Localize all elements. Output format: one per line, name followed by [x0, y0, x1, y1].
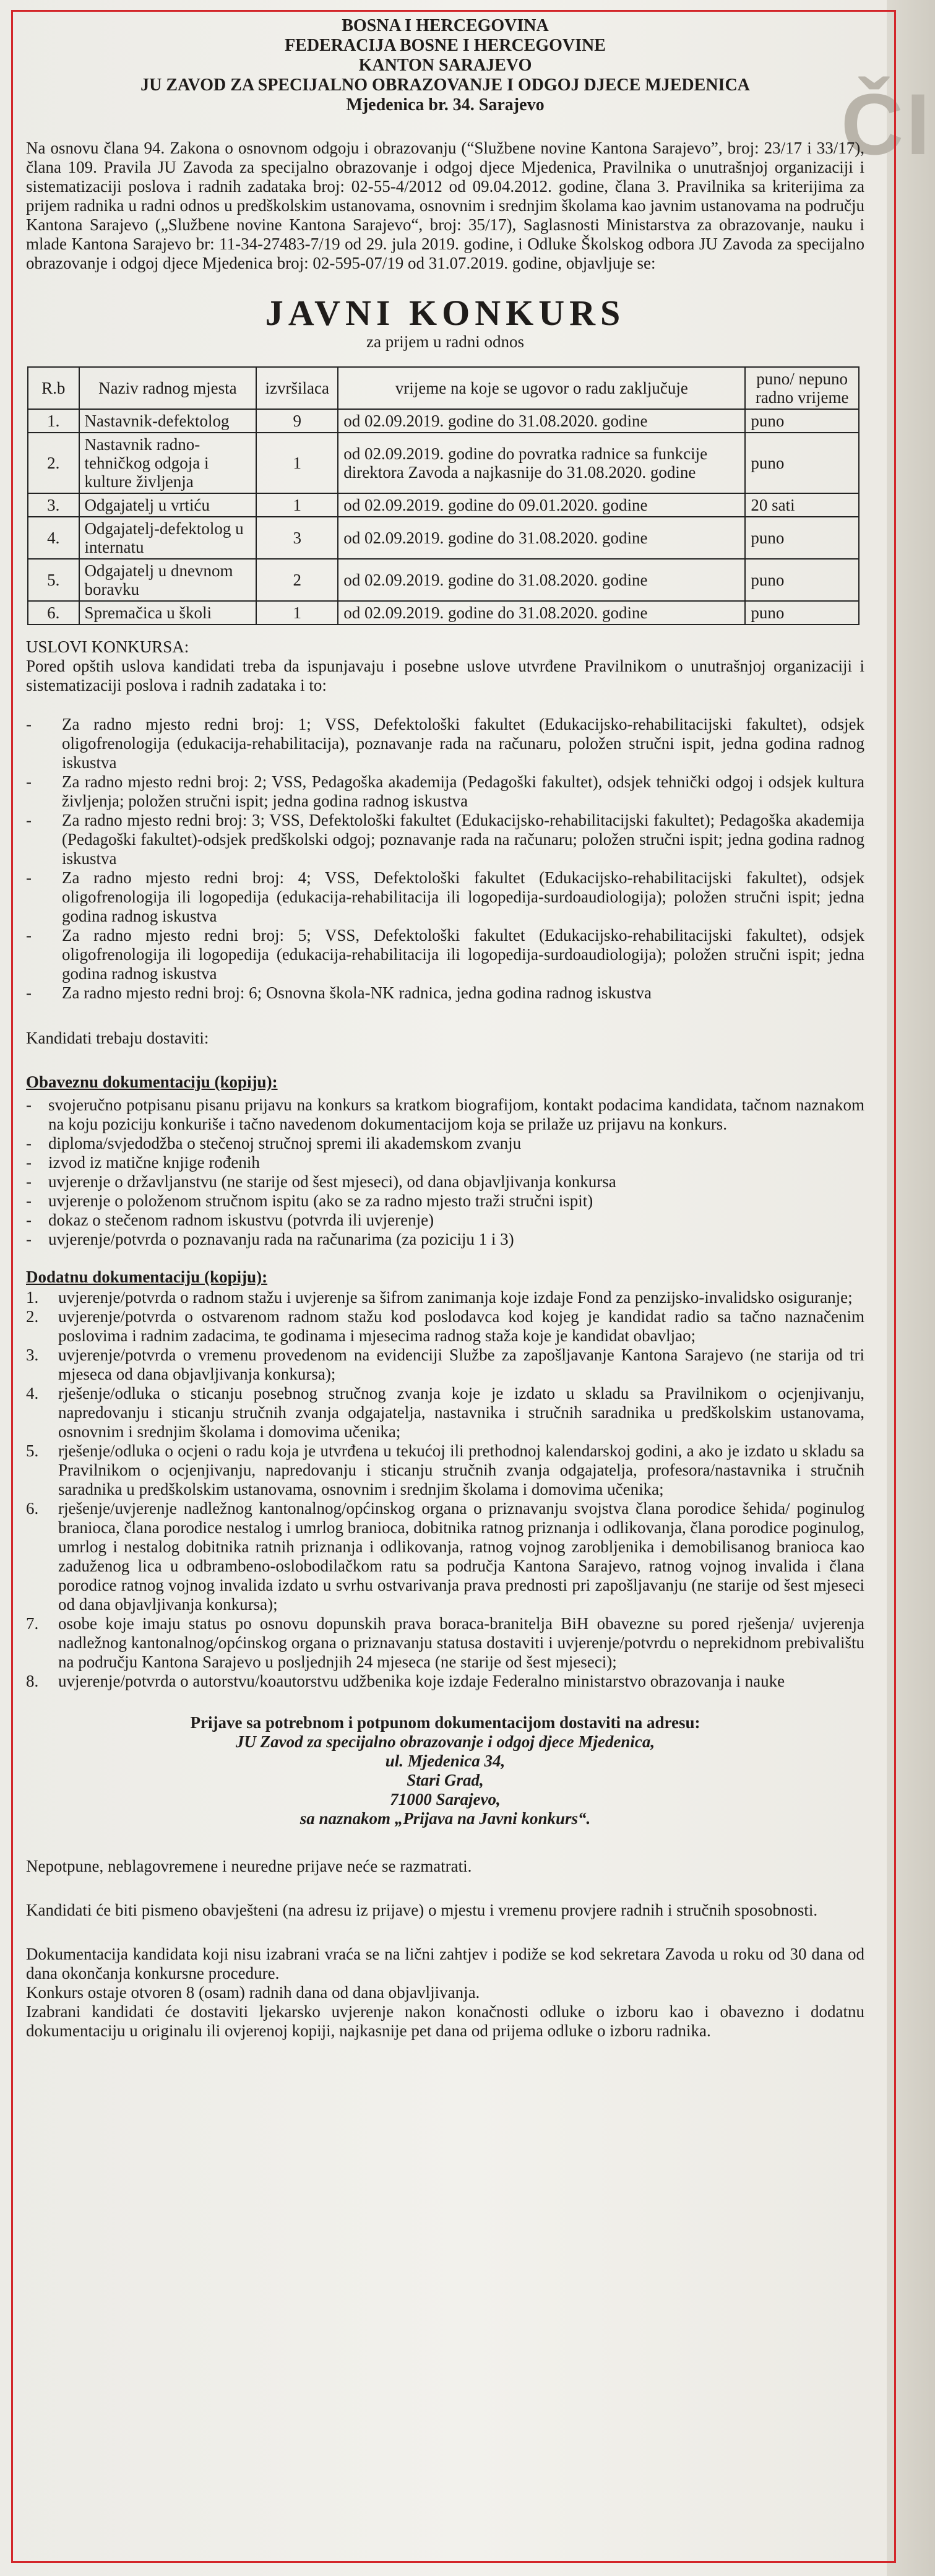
cell-izvrsilaca: 3: [256, 517, 338, 559]
list-item: [26, 926, 864, 983]
col-header-radno-vrijeme: puno/ nepuno radno vrijeme: [745, 367, 859, 409]
positions-table: [27, 366, 860, 625]
list-dash: -: [26, 1134, 32, 1152]
list-item-text: rješenje/odluka o sticanju posebnog stručnog zvanja koje je izdato u skladu sa Pravilnikom o ocjenjivanju, napredovanju i sticanju stručnih zvanja odgajatelja, nastavnika i stručnih saradnika u predškolskim ustanovama, osnovnim i srednjim školama i domovima učenika;: [58, 1384, 864, 1441]
list-item-text: uvjerenje/potvrda o poznavanju rada na računarima (za poziciju 1 i 3): [48, 1230, 514, 1248]
col-header-rb: R.b: [28, 367, 79, 409]
list-item-text: dokaz o stečenom radnom iskustvu (potvrda ili uvjerenje): [48, 1211, 434, 1229]
document-title: JAVNI KONKURS: [265, 293, 626, 333]
col-header-izvrsilaca: izvršilaca: [256, 367, 338, 409]
list-dash: -: [26, 1172, 32, 1191]
table-row: [28, 559, 859, 601]
list-dash: -: [26, 868, 32, 887]
list-item-text: uvjerenje o položenom stručnom ispitu (ako se za radno mjesto traži stručni ispit): [48, 1191, 593, 1210]
list-item: [26, 1191, 864, 1211]
list-dash: -: [26, 1230, 32, 1248]
header-line: KANTON SARAJEVO: [358, 56, 532, 75]
list-item: [26, 1672, 864, 1691]
obavezna-list: [26, 1096, 864, 1249]
cell-rb: 3.: [28, 493, 79, 517]
list-item: [26, 1153, 864, 1172]
footer-note: Kandidati će biti pismeno obavješteni (na adresu iz prijave) o mjestu i vremenu provjere radnih i stručnih sposobnosti.: [26, 1901, 818, 1919]
table-row: [28, 601, 859, 625]
cell-radno-vrijeme: puno: [745, 517, 859, 559]
cell-naziv: Odgajatelj-defektolog u internatu: [79, 517, 257, 559]
list-item-text: Za radno mjesto redni broj: 6; Osnovna škola-NK radnica, jedna godina radnog iskustva: [62, 983, 652, 1002]
item-number: 2.: [26, 1307, 39, 1326]
list-item-text: uvjerenje o državljanstvu (ne starije od šest mjeseci), od dana objavljivanja konkursa: [48, 1172, 616, 1191]
cell-vrijeme: od 02.09.2019. godine do 31.08.2020. godine: [338, 601, 745, 625]
cell-izvrsilaca: 1: [256, 433, 338, 493]
cell-vrijeme: od 02.09.2019. godine do 31.08.2020. godine: [338, 409, 745, 433]
cell-radno-vrijeme: puno: [745, 409, 859, 433]
announcement: [26, 16, 864, 2041]
list-item-text: Za radno mjesto redni broj: 2; VSS, Pedagoška akademija (Pedagoški fakultet), odsjek tehnički odgoj i odsjek kultura življenja; položen stručni ispit; jedna godina radnog iskustva: [62, 772, 864, 810]
cell-vrijeme: od 02.09.2019. godine do 31.08.2020. godine: [338, 559, 745, 601]
list-item-text: uvjerenje/potvrda o autorstvu/koautorstvu udžbenika koje izdaje Federalno ministarstvo obrazovanja i nauke: [58, 1672, 785, 1690]
list-item-text: rješenje/uvjerenje nadležnog kantonalnog/općinskog organa o priznavanju svojstva člana porodice šehida/ poginulog branioca, člana porodice nestalog i umrlog branioca, dobitnika ratnog priznanja i odlikovanja, člana porodice poginulog, umrlog i nestalog dobitnika ratnih priznanja i odlikovanja, ratnog vojnog zarobljenika i demobilisanog branioca kao zaduženog lica u odbrambeno-oslobodilačkom ratu sa područja Kantona Sarajevo, ratnog vojnog invalida i člana porodice ratnog vojnog invalida izdato u svrhu ostvarivanja prava prednosti pri zapošljavanju (ne starije od šest mjeseci od dana objavljivanja konkursa);: [58, 1499, 864, 1614]
list-item: [26, 1134, 864, 1153]
item-number: 5.: [26, 1441, 39, 1460]
list-dash: -: [26, 1211, 32, 1229]
col-header-naziv: Naziv radnog mjesta: [79, 367, 257, 409]
table-row: [28, 517, 859, 559]
list-item: [26, 1172, 864, 1191]
address-line: sa naznakom „Prijava na Javni konkurs“.: [299, 1809, 591, 1828]
address-line: JU Zavod za specijalno obrazovanje i odgoj djece Mjedenica,: [235, 1732, 655, 1751]
cell-rb: 2.: [28, 433, 79, 493]
legal-basis-paragraph: Na osnovu člana 94. Zakona o osnovnom odgoju i obrazovanju (“Službene novine Kantona Sarajevo”, broj: 23/17 i 33/17), člana 109. Pravila JU Zavoda za specijalno obrazovanje i odgoj djece Mjedenica, Pravilnika o unutrašnjoj organizaciji i sistematizaciji poslova i radnih zadataka broj: 02-55-4/2012 od 09.04.2012. godine, člana 3. Pravilnika sa kriterijima za prijem radnika u radni odnos u predškolskim ustanovama, osnovnim i srednjim školama kao javnim ustanovama na području Kantona Sarajevo („Službene novine Kantona Sarajevo“, broj: 35/17), Saglasnosti Ministarstva za obrazovanje, nauku i mlade Kantona Sarajevo br: 11-34-27483-7/19 od 29. jula 2019. godine, i Odluke Školskog odbora JU Zavoda za specijalno obrazovanje i odgoj djece Mjedenica broj: 02-595-07/19 od 31.07.2019. godine, objavljuje se:: [26, 139, 864, 272]
list-item-text: uvjerenje/potvrda o ostvarenom radnom stažu kod poslodavca kod kojeg je kandidat radio sa tačno naznačenim poslovima i radnim zadacima, te godinama i mjesecima radnog staža koje je kandidat obavljao;: [58, 1307, 864, 1345]
list-item-text: izvod iz matične knjige rođenih: [48, 1153, 260, 1172]
cell-rb: 6.: [28, 601, 79, 625]
list-dash: -: [26, 715, 32, 733]
list-item: [26, 1384, 864, 1441]
address-line: Stari Grad,: [407, 1771, 484, 1789]
footer-note: Konkurs ostaje otvoren 8 (osam) radnih dana od dana objavljivanja.: [26, 1983, 480, 2002]
header-line: JU ZAVOD ZA SPECIJALNO OBRAZOVANJE I ODGOJ DJECE MJEDENICA: [140, 76, 750, 95]
footer-note: Izabrani kandidati će dostaviti ljekarsko uvjerenje nakon konačnosti odluke o izboru kao i obavezno i dodatnu dokumentaciju u originalu ili ovjerenoj kopiji, najkasnije pet dana od prijema odluke o izboru radnika.: [26, 2002, 864, 2040]
cell-izvrsilaca: 1: [256, 493, 338, 517]
cell-radno-vrijeme: puno: [745, 601, 859, 625]
list-item: [26, 1211, 864, 1230]
address-line: ul. Mjedenica 34,: [385, 1752, 506, 1770]
item-number: 4.: [26, 1384, 39, 1403]
list-item-text: uvjerenje/potvrda o radnom stažu i uvjerenje sa šifrom zanimanja koje izdaje Fond za penzijsko-invalidsko osiguranje;: [58, 1288, 853, 1307]
item-number: 8.: [26, 1672, 39, 1690]
list-dash: -: [26, 1191, 32, 1210]
cell-vrijeme: od 02.09.2019. godine do 09.01.2020. godine: [338, 493, 745, 517]
list-item: [26, 1614, 864, 1672]
table-row: [28, 433, 859, 493]
institution-header: [26, 16, 864, 115]
cell-naziv: Odgajatelj u dnevnom boravku: [79, 559, 257, 601]
list-item-text: diploma/svjedodžba o stečenoj stručnoj spremi ili akademskom zvanju: [48, 1134, 522, 1152]
header-line: FEDERACIJA BOSNE I HERCEGOVINE: [285, 36, 606, 55]
cell-izvrsilaca: 2: [256, 559, 338, 601]
table-row: [28, 493, 859, 517]
header-line: Mjedenica br. 34. Sarajevo: [346, 95, 545, 115]
cell-izvrsilaca: 9: [256, 409, 338, 433]
list-dash: -: [26, 983, 32, 1002]
list-item: [26, 811, 864, 868]
address-lead: Prijave sa potrebnom i potpunom dokumentacijom dostaviti na adresu:: [190, 1713, 700, 1732]
list-item: [26, 772, 864, 811]
footer-note: Dokumentacija kandidata koji nisu izabrani vraća se na lični zahtjev i podiže se kod sekretara Zavoda u roku od 30 dana od dana okončanja konkursne procedure.: [26, 1945, 864, 1982]
list-item-text: svojeručno potpisanu pisanu prijavu na konkurs sa kratkom biografijom, kontakt podacima kandidata, tačnom naznakom na koju poziciju konkuriše i tačno navedenom dokumentacijom koja se prilaže uz prijavu na konkurs.: [48, 1096, 864, 1133]
uslovi-list: [26, 715, 864, 1003]
address-line: 71000 Sarajevo,: [390, 1790, 501, 1809]
table-row: [28, 409, 859, 433]
table-header-row: [28, 367, 859, 409]
dodatna-list: [26, 1288, 864, 1691]
list-dash: -: [26, 811, 32, 829]
list-item: [26, 1230, 864, 1249]
cell-naziv: Nastavnik radno-tehničkog odgoja i kulture življenja: [79, 433, 257, 493]
uslovi-heading: USLOVI KONKURSA:: [26, 638, 189, 656]
cell-naziv: Nastavnik-defektolog: [79, 409, 257, 433]
list-dash: -: [26, 1096, 32, 1114]
cell-radno-vrijeme: puno: [745, 433, 859, 493]
obavezna-heading: Obaveznu dokumentaciju (kopiju):: [26, 1073, 278, 1091]
list-item: [26, 715, 864, 772]
cell-naziv: Spremačica u školi: [79, 601, 257, 625]
item-number: 6.: [26, 1499, 39, 1518]
list-item: [26, 868, 864, 926]
dodatna-heading: Dodatnu dokumentaciju (kopiju):: [26, 1268, 268, 1286]
list-item: [26, 1346, 864, 1384]
list-item-text: Za radno mjesto redni broj: 1; VSS, Defektološki fakultet (Edukacijsko-rehabilitacijski fakultet), odsjek oligofrenologija (edukacija-rehabilitacija), poznavanje rada na računaru, položen stručni ispit, jedna godina radnog iskustva: [62, 715, 864, 772]
list-dash: -: [26, 772, 32, 791]
kandidati-dostaviti: Kandidati trebaju dostaviti:: [26, 1029, 209, 1047]
list-item-text: osobe koje imaju status po osnovu dopunskih prava boraca-branitelja BiH obavezne su pored rješenja/ uvjerenja nadležnog kantonalnog/općinskog organa o priznavanju statusa dostaviti i uvjerenje/potvrdu o neprekidnom prebivalištu na području Kantona Sarajevo u posljednjih 24 mjeseca (ne starije od šest mjeseci);: [58, 1614, 864, 1671]
list-item: [26, 1307, 864, 1346]
item-number: 1.: [26, 1288, 39, 1307]
list-item: [26, 983, 864, 1003]
list-item: [26, 1441, 864, 1499]
header-line: BOSNA I HERCEGOVINA: [342, 16, 549, 35]
cell-radno-vrijeme: puno: [745, 559, 859, 601]
cell-rb: 5.: [28, 559, 79, 601]
item-number: 3.: [26, 1346, 39, 1364]
list-item-text: rješenje/odluka o ocjeni o radu koja je utvrđena u tekućoj ili prethodnoj kalendarskoj godini, a ako je izdato u skladu sa Pravilnikom o ocjenjivanju, napredovanju i sticanju stručnih zvanja odgajatelja, profesora/nastavnika i stručnih saradnika u predškolskim ustanovama, osnovnim i srednjim školama i domovima učenika;: [58, 1441, 864, 1498]
cell-rb: 1.: [28, 409, 79, 433]
list-item-text: Za radno mjesto redni broj: 3; VSS, Defektološki fakultet (Edukacijsko-rehabilitacijski fakultet); Pedagoška akademija (Pedagoški fakultet)-odsjek predškolski odgoj; poznavanje rada na računaru; položen stručni ispit; jedna godina radnog iskustva: [62, 811, 864, 868]
list-item: [26, 1499, 864, 1614]
list-dash: -: [26, 926, 32, 944]
uslovi-text: Pored opštih uslova kandidati treba da ispunjavaju i posebne uslove utvrđene Pravilnikom o unutrašnjoj organizaciji i sistematizaciji poslova i radnih zadataka i to:: [26, 657, 864, 694]
cell-vrijeme: od 02.09.2019. godine do 31.08.2020. godine: [338, 517, 745, 559]
item-number: 7.: [26, 1614, 39, 1633]
cell-izvrsilaca: 1: [256, 601, 338, 625]
list-dash: -: [26, 1153, 32, 1172]
list-item: [26, 1288, 864, 1307]
col-header-vrijeme: vrijeme na koje se ugovor o radu zaključuje: [338, 367, 745, 409]
document-subtitle: za prijem u radni odnos: [366, 332, 524, 351]
list-item-text: uvjerenje/potvrda o vremenu provedenom na evidenciji Službe za zapošljavanje Kantona Sarajevo (ne starija od tri mjeseca od dana objavljivanja konkursa);: [58, 1346, 864, 1383]
adjacent-page-text: ČI: [841, 76, 933, 173]
cell-radno-vrijeme: 20 sati: [745, 493, 859, 517]
cell-rb: 4.: [28, 517, 79, 559]
cell-vrijeme: od 02.09.2019. godine do povratka radnice sa funkcije direktora Zavoda a najkasnije do 31.08.2020. godine: [338, 433, 745, 493]
list-item-text: Za radno mjesto redni broj: 4; VSS, Defektološki fakultet (Edukacijsko-rehabilitacijski fakultet), odsjek oligofrenologija ili logopedija (edukacija-rehabilitacija ili logopedija-surdoaudiologija); položen stručni ispit; jedna godina radnog iskustva: [62, 868, 864, 925]
footer-note: Nepotpune, neblagovremene i neuredne prijave neće se razmatrati.: [26, 1857, 472, 1875]
list-item: [26, 1096, 864, 1134]
list-item-text: Za radno mjesto redni broj: 5; VSS, Defektološki fakultet (Edukacijsko-rehabilitacijski fakultet), odsjek oligofrenologija ili logopedija (edukacija-rehabilitacija ili logopedija-surdoaudiologija); položen stručni ispit; jedna godina radnog iskustva: [62, 926, 864, 983]
cell-naziv: Odgajatelj u vrtiću: [79, 493, 257, 517]
